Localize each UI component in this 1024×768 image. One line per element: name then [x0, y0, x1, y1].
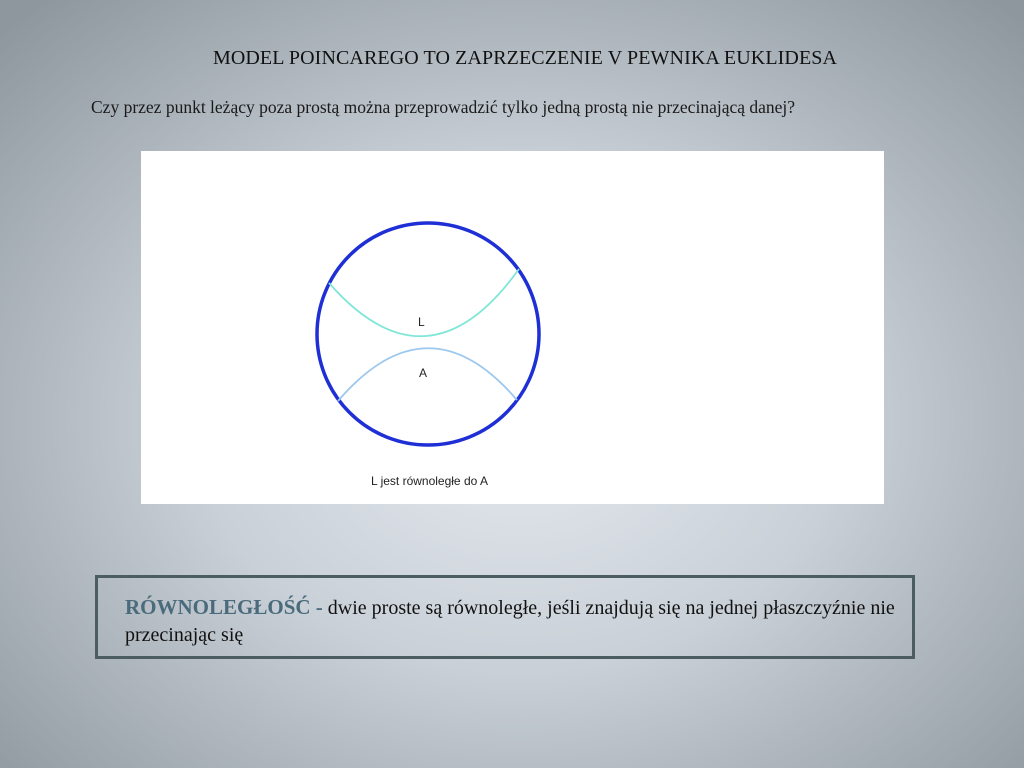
poincare-disk-diagram	[141, 151, 884, 504]
disk-boundary-circle	[317, 223, 539, 445]
definition-paragraph	[125, 594, 895, 649]
poincare-disk-figure	[141, 151, 884, 504]
line-label-A: A	[419, 366, 428, 380]
definition-box	[95, 575, 915, 659]
slide-title: MODEL POINCAREGO TO ZAPRZECZENIE V PEWNIKA EUKLIDESA	[212, 47, 838, 69]
definition-body: dwie proste są równoległe, jeśli znajdują się na jednej płaszczyźnie nie przecinając się	[125, 597, 895, 646]
hyperbolic-line-A	[338, 348, 517, 401]
line-label-L: L	[418, 315, 425, 329]
question-text: Czy przez punkt leżący poza prostą można przeprowadzić tylko jedną prostą nie przecinającą danej?	[91, 97, 796, 117]
definition-term: RÓWNOLEGŁOŚĆ -	[125, 595, 323, 619]
figure-caption: L jest równoległe do A	[371, 474, 488, 488]
